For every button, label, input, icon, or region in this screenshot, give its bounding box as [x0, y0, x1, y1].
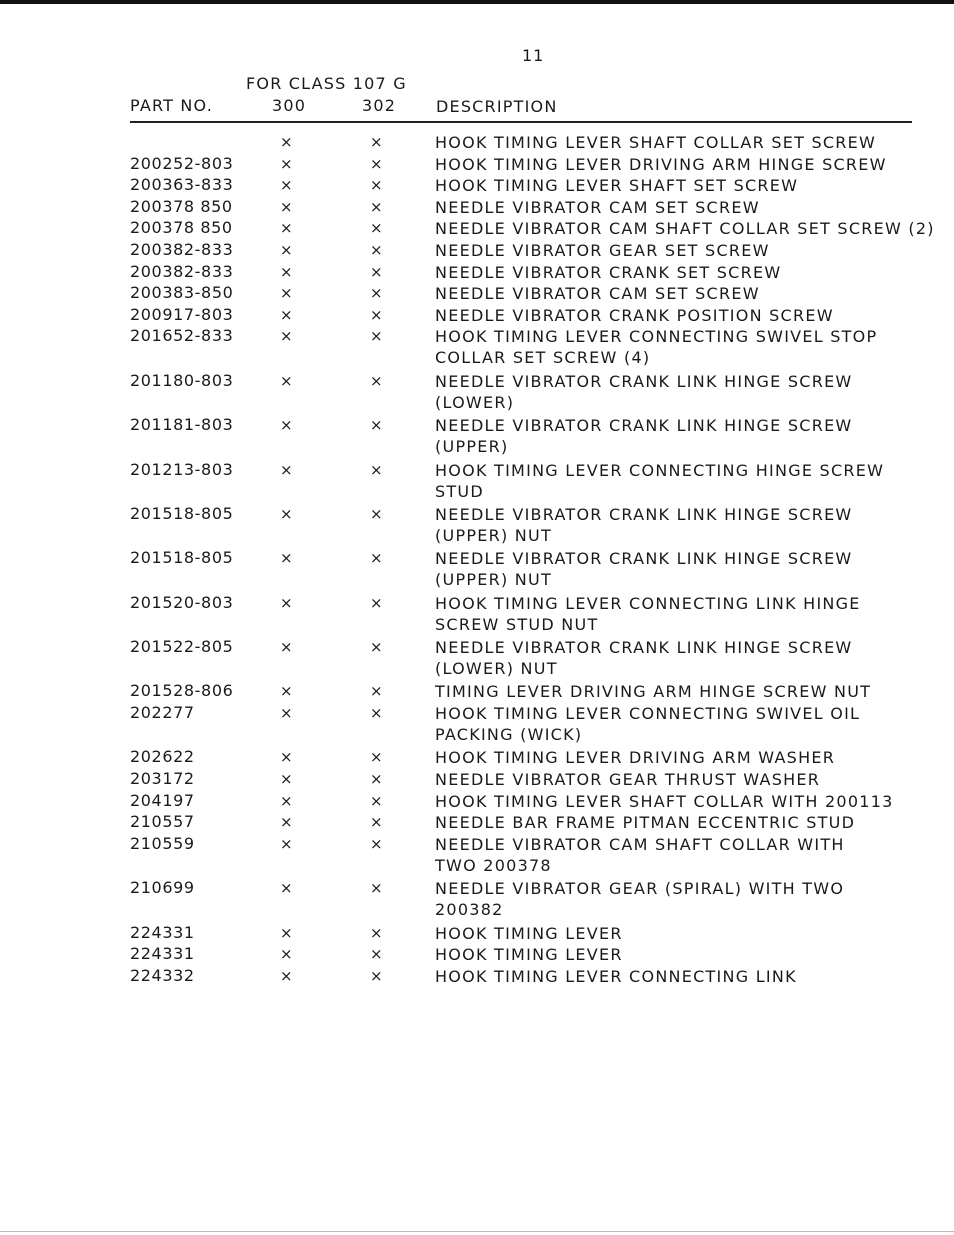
part-number: 202622 — [130, 747, 195, 767]
part-description — [435, 154, 887, 175]
class-302-mark: × — [370, 197, 383, 216]
part-number: 200378 850 — [130, 218, 233, 238]
table-row — [0, 812, 954, 834]
class-302-mark: × — [370, 945, 383, 964]
part-description — [435, 371, 853, 413]
part-description — [435, 548, 853, 590]
description-line: NEEDLE VIBRATOR CRANK SET SCREW — [435, 262, 782, 282]
part-number: 201213-803 — [130, 459, 234, 479]
class-302-mark: × — [370, 371, 383, 390]
part-number: 202277 — [130, 703, 195, 723]
table-row — [0, 175, 954, 197]
part-description — [435, 791, 894, 812]
class-300-mark: × — [280, 219, 293, 238]
class-300-mark: × — [280, 327, 293, 346]
description-line: NEEDLE VIBRATOR GEAR (SPIRAL) WITH TWO — [435, 879, 845, 899]
part-description — [435, 504, 853, 546]
class-300-mark: × — [280, 549, 293, 568]
part-number: 224331 — [130, 944, 195, 964]
description-line: TWO 200378 — [435, 855, 552, 875]
class-302-mark: × — [370, 593, 383, 612]
class-300-mark: × — [280, 176, 293, 195]
page-number: 11 — [522, 46, 545, 65]
class-302-mark: × — [370, 305, 383, 324]
table-row — [0, 747, 954, 769]
description-line: NEEDLE VIBRATOR CRANK LINK HINGE SCREW — [435, 371, 853, 391]
part-description — [435, 769, 820, 790]
part-description — [435, 966, 797, 987]
part-description — [435, 326, 877, 368]
class-302-mark: × — [370, 748, 383, 767]
part-number: 201181-803 — [130, 415, 234, 435]
description-line: NEEDLE BAR FRAME PITMAN ECCENTRIC STUD — [435, 813, 856, 833]
table-row — [0, 504, 954, 548]
part-description — [435, 262, 781, 283]
class-300-mark: × — [280, 416, 293, 435]
col-302-header: 302 — [362, 96, 397, 115]
table-row — [0, 834, 954, 878]
class-300-mark: × — [280, 770, 293, 789]
table-row — [0, 637, 954, 681]
description-line: (LOWER) — [435, 392, 515, 412]
class-300-mark: × — [280, 593, 293, 612]
class-302-mark: × — [370, 504, 383, 523]
part-description — [435, 197, 760, 218]
part-number: 201180-803 — [130, 370, 234, 390]
description-line: STUD — [435, 481, 484, 501]
part-description — [435, 747, 835, 768]
table-row — [0, 154, 954, 176]
top-border — [0, 0, 954, 4]
class-302-mark: × — [370, 176, 383, 195]
part-description — [435, 878, 844, 920]
header-rule — [130, 121, 912, 123]
part-number: 201652-833 — [130, 326, 234, 346]
part-number: 210559 — [130, 833, 195, 853]
part-number: 204197 — [130, 790, 195, 810]
table-row — [0, 548, 954, 592]
description-line: HOOK TIMING LEVER CONNECTING LINK — [435, 966, 797, 986]
table-row — [0, 966, 954, 988]
description-line: (LOWER) NUT — [435, 659, 558, 679]
class-302-mark: × — [370, 284, 383, 303]
description-line: HOOK TIMING LEVER — [435, 923, 623, 943]
description-line: PACKING (WICK) — [435, 725, 583, 745]
class-302-mark: × — [370, 549, 383, 568]
class-302-mark: × — [370, 923, 383, 942]
class-300-mark: × — [280, 133, 293, 151]
class-302-mark: × — [370, 416, 383, 435]
class-300-mark: × — [280, 154, 293, 173]
class-300-mark: × — [280, 813, 293, 832]
description-line: HOOK TIMING LEVER DRIVING ARM HINGE SCREW — [435, 154, 887, 174]
class-302-mark: × — [370, 240, 383, 259]
class-300-mark: × — [280, 240, 293, 259]
class-302-mark: × — [370, 813, 383, 832]
description-line: TIMING LEVER DRIVING ARM HINGE SCREW NUT — [435, 682, 872, 702]
part-number: 210557 — [130, 812, 195, 832]
description-line: NEEDLE VIBRATOR GEAR THRUST WASHER — [435, 770, 821, 790]
part-description — [435, 593, 861, 635]
class-300-mark: × — [280, 945, 293, 964]
table-row — [0, 460, 954, 504]
part-description — [435, 175, 798, 196]
class-300-mark: × — [280, 197, 293, 216]
part-number: 203172 — [130, 769, 195, 789]
class-302-mark: × — [370, 879, 383, 898]
table-row — [0, 681, 954, 703]
part-description — [435, 923, 623, 944]
description-line: NEEDLE VIBRATOR GEAR SET SCREW — [435, 240, 770, 260]
class-302-mark: × — [370, 682, 383, 701]
part-description — [435, 812, 855, 833]
part-number: 201520-803 — [130, 592, 234, 612]
table-row — [0, 944, 954, 966]
table-row — [0, 769, 954, 791]
description-line: NEEDLE VIBRATOR CRANK LINK HINGE SCREW — [435, 416, 853, 436]
part-description — [435, 132, 876, 153]
description-line: NEEDLE VIBRATOR CRANK LINK HINGE SCREW — [435, 549, 853, 569]
table-row — [0, 593, 954, 637]
part-description — [435, 218, 935, 239]
class-300-mark: × — [280, 966, 293, 985]
description-line: HOOK TIMING LEVER CONNECTING SWIVEL STOP — [435, 327, 878, 347]
table-row — [0, 878, 954, 922]
part-number: 210699 — [130, 878, 195, 898]
table-row — [0, 305, 954, 327]
description-line: HOOK TIMING LEVER DRIVING ARM WASHER — [435, 748, 836, 768]
part-description — [435, 240, 770, 261]
part-number: 224331 — [130, 922, 195, 942]
class-300-mark: × — [280, 923, 293, 942]
class-300-mark: × — [280, 371, 293, 390]
description-line: HOOK TIMING LEVER SHAFT COLLAR WITH 200113 — [435, 791, 894, 811]
class-300-mark: × — [280, 748, 293, 767]
class-302-mark: × — [370, 638, 383, 657]
description-line: (UPPER) — [435, 437, 509, 457]
part-number: 200382-833 — [130, 239, 234, 259]
part-number: 200383-850 — [130, 283, 234, 303]
part-number: 201518-805 — [130, 548, 234, 568]
part-number: 200363-833 — [130, 175, 234, 195]
description-line: 200382 — [435, 900, 504, 920]
table-row — [0, 132, 954, 154]
part-number: 200382-833 — [130, 261, 234, 281]
table-row — [0, 197, 954, 219]
table-row — [0, 240, 954, 262]
description-line: HOOK TIMING LEVER SHAFT SET SCREW — [435, 176, 799, 196]
description-line: HOOK TIMING LEVER CONNECTING SWIVEL OIL — [435, 704, 861, 724]
for-class-header: FOR CLASS 107 G — [246, 74, 407, 93]
class-300-mark: × — [280, 504, 293, 523]
part-no-header: PART NO. — [130, 96, 213, 115]
class-300-mark: × — [280, 704, 293, 723]
table-row — [0, 283, 954, 305]
description-line: NEEDLE VIBRATOR CRANK POSITION SCREW — [435, 305, 834, 325]
class-302-mark: × — [370, 704, 383, 723]
part-description — [435, 944, 623, 965]
table-row — [0, 262, 954, 284]
description-line: NEEDLE VIBRATOR CAM SET SCREW — [435, 284, 760, 304]
bottom-border — [0, 1231, 954, 1232]
description-line: SCREW STUD NUT — [435, 614, 599, 634]
description-line: COLLAR SET SCREW (4) — [435, 348, 651, 368]
table-row — [0, 923, 954, 945]
class-300-mark: × — [280, 460, 293, 479]
part-description — [435, 283, 760, 304]
description-header: DESCRIPTION — [436, 97, 558, 116]
col-300-header: 300 — [272, 96, 307, 115]
part-number: 200917-803 — [130, 304, 234, 324]
class-300-mark: × — [280, 284, 293, 303]
description-line: NEEDLE VIBRATOR CAM SET SCREW — [435, 197, 760, 217]
class-300-mark: × — [280, 879, 293, 898]
table-row — [0, 218, 954, 240]
part-number: 201518-805 — [130, 503, 234, 523]
part-number: 224332 — [130, 965, 195, 985]
description-line: NEEDLE VIBRATOR CRANK LINK HINGE SCREW — [435, 504, 853, 524]
class-302-mark: × — [370, 966, 383, 985]
class-302-mark: × — [370, 327, 383, 346]
description-line: HOOK TIMING LEVER CONNECTING LINK HINGE — [435, 593, 861, 613]
description-line: HOOK TIMING LEVER SHAFT COLLAR SET SCREW — [435, 133, 877, 152]
part-description — [435, 681, 871, 702]
table-row — [0, 415, 954, 459]
class-300-mark: × — [280, 638, 293, 657]
part-number: 200378 850 — [130, 196, 233, 216]
description-line: (UPPER) NUT — [435, 525, 553, 545]
class-300-mark: × — [280, 834, 293, 853]
part-description — [435, 834, 845, 876]
table-row — [0, 791, 954, 813]
class-300-mark: × — [280, 262, 293, 281]
parts-table — [0, 132, 954, 987]
table-row — [0, 326, 954, 370]
class-302-mark: × — [370, 133, 383, 151]
part-description — [435, 637, 853, 679]
class-300-mark: × — [280, 305, 293, 324]
class-302-mark: × — [370, 460, 383, 479]
part-number: 200252-803 — [130, 153, 234, 173]
description-line: HOOK TIMING LEVER CONNECTING HINGE SCREW — [435, 460, 885, 480]
class-302-mark: × — [370, 834, 383, 853]
description-line: (UPPER) NUT — [435, 570, 553, 590]
class-302-mark: × — [370, 154, 383, 173]
class-300-mark: × — [280, 682, 293, 701]
part-description — [435, 415, 853, 457]
class-302-mark: × — [370, 262, 383, 281]
table-row — [0, 703, 954, 747]
description-line: NEEDLE VIBRATOR CAM SHAFT COLLAR WITH — [435, 834, 845, 854]
part-description — [435, 460, 884, 502]
class-300-mark: × — [280, 791, 293, 810]
class-302-mark: × — [370, 791, 383, 810]
description-line: NEEDLE VIBRATOR CAM SHAFT COLLAR SET SCREW (2) — [435, 219, 935, 239]
part-description — [435, 305, 834, 326]
class-302-mark: × — [370, 770, 383, 789]
part-description — [435, 703, 860, 745]
table-row — [0, 371, 954, 415]
part-number: 201528-806 — [130, 681, 234, 701]
class-302-mark: × — [370, 219, 383, 238]
description-line: NEEDLE VIBRATOR CRANK LINK HINGE SCREW — [435, 638, 853, 658]
description-line: HOOK TIMING LEVER — [435, 945, 623, 965]
part-number: 201522-805 — [130, 637, 234, 657]
